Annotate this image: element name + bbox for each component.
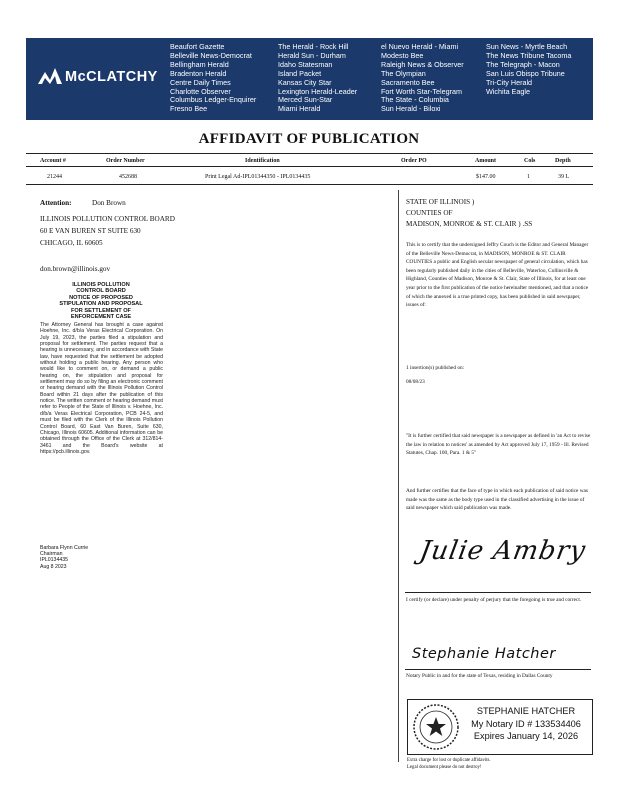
further-certification-2: And further certifies that the face of type in which each publication of said notice was made was the same as the body type used in the classified advertising in the issue of said newspaper which said publication was made. xyxy=(406,488,588,512)
counties-line: COUNTIES OF xyxy=(406,209,453,217)
cell-account: 21244 xyxy=(47,174,62,180)
mcclatchy-logo xyxy=(38,68,176,90)
notary-residence: Notary Public in and for the state of Texas, residing in Dallas County xyxy=(406,673,553,679)
insertions-text: 1 insertion(s) published on: xyxy=(406,365,465,371)
notice-footer xyxy=(40,545,88,570)
notary-signature: Stephanie Hatcher xyxy=(412,646,556,662)
logo-text: McCLATCHY xyxy=(65,69,158,85)
header-order-po: Order PO xyxy=(401,158,427,164)
stamp-text xyxy=(467,705,585,743)
papers-column-1 xyxy=(170,43,256,114)
footer-notes xyxy=(407,757,491,771)
counties-names: MADISON, MONROE & ST. CLAIR ) .SS xyxy=(406,220,533,228)
cell-cols: 1 xyxy=(527,174,530,180)
recipient-address2: CHICAGO, IL 60605 xyxy=(40,239,103,247)
perjury-statement: I certify (or declare) under penalty of perjury that the foregoing is true and correct. xyxy=(406,597,582,603)
paper-name: Bellingham Herald xyxy=(170,59,229,69)
further-certification-1: "It is further certified that said newspaper is a newspaper as defined in 'an Act to revise the law in relation to notices' as amended by Act approved July 17, 1959 - Ill. Revised Statutes, Chap. 100, Para. 1 & 5" xyxy=(406,433,591,457)
paper-name: The Olympian xyxy=(381,68,426,78)
mcclatchy-logo-icon xyxy=(38,68,62,84)
stamp-expiration: Expires January 14, 2026 xyxy=(473,731,579,741)
paper-name: Kansas City Star xyxy=(278,77,332,87)
cell-amount: $147.00 xyxy=(476,174,496,180)
paper-name: The Herald - Rock Hill xyxy=(278,42,349,51)
paper-name: Miami Herald xyxy=(278,104,321,114)
header-amount: Amount xyxy=(475,158,497,164)
paper-name: Merced Sun-Star xyxy=(278,95,333,105)
table-top-rule xyxy=(26,153,593,154)
state-line: STATE OF ILLINOIS ) xyxy=(406,198,475,206)
papers-column-4 xyxy=(486,43,571,96)
notice-id: IPL0134435 xyxy=(40,557,68,564)
paper-name: Modesto Bee xyxy=(381,50,424,60)
notice-signer-title: Chairman xyxy=(40,551,63,558)
recipient-org: ILLINOIS POLLUTION CONTROL BOARD xyxy=(40,215,175,223)
notice-heading-line: ILLINOIS POLLUTION xyxy=(72,282,130,288)
paper-name: Lexington Herald-Leader xyxy=(278,86,358,96)
paper-name: Herald Sun - Durham xyxy=(278,50,346,60)
paper-name: Charlotte Observer xyxy=(170,86,231,96)
header-depth: Depth xyxy=(555,158,571,164)
notice-heading xyxy=(46,282,156,320)
notice-signer: Barbara Flynn Currie xyxy=(40,545,89,551)
paper-name: Sacramento Bee xyxy=(381,77,435,87)
notice-body: The Attorney General has brought a case against Hoehne, Inc. d/b/a Veras Electrical Corporation. On July 19, 2023, the parties filed a stipulation and proposal for settlement. The parties request that a hearing is unnecessary, and in accordance with State law, have requested that the settlement be adopted without holding a public hearing. Any person who would like to comment on, or demand a public hearing on, the stipulation and proposal for settlement may do so by filing an electronic comment or hearing demand with the Illinois Pollution Control Board within 21 days after the publication of this notice. The written comment or hearing demand must refer to People of the State of Illinois v. Hoehne, Inc. d/b/a Veras Electrical Corporation, PCB 24-5, and must be filed with the Clerk of the Illinois Pollution Control Board, 60 East Van Buren, Suite 630, Chicago, Illinois 60605. Additional information can be obtained through the Office of the Clerk at 312/814-3461 and the Board's website at https://pcb.illinois.gov. xyxy=(40,322,163,455)
papers-column-2 xyxy=(278,43,357,114)
header-order-number: Order Number xyxy=(106,158,145,164)
cell-order-number: 452688 xyxy=(119,174,137,180)
paper-name: Sun News - Myrtle Beach xyxy=(486,42,568,51)
notary-stamp xyxy=(407,699,593,755)
notice-heading-line: ENFORCEMENT CASE xyxy=(70,314,132,321)
signature-line-1 xyxy=(405,592,591,593)
table-bottom-rule xyxy=(26,184,593,185)
recipient-email: don.brown@illinois.gov xyxy=(40,265,111,273)
cell-identification: Print Legal Ad-IPL01344350 - IPL0134435 xyxy=(205,174,311,180)
attention-name: Don Brown xyxy=(92,199,126,207)
paper-name: The Telegraph - Macon xyxy=(486,59,560,69)
publisher-banner xyxy=(26,38,593,120)
paper-name: Island Packet xyxy=(278,68,322,78)
paper-name: Columbus Ledger-Enquirer xyxy=(170,95,257,105)
paper-name: Bradenton Herald xyxy=(170,68,227,78)
stamp-notary-id: My Notary ID # 133534406 xyxy=(471,718,581,729)
publication-date: 08/08/23 xyxy=(406,379,425,385)
paper-name: Wichita Eagle xyxy=(486,86,530,96)
notice-heading-line: CONTROL BOARD xyxy=(76,288,126,295)
column-divider xyxy=(398,190,399,762)
legal-document-note: Legal document please do not destroy! xyxy=(407,765,482,770)
header-cols: Cols xyxy=(524,158,536,164)
state-venue xyxy=(406,197,532,230)
paper-name: Beaufort Gazette xyxy=(170,42,225,51)
table-header-rule xyxy=(26,166,593,167)
paper-name: Belleville News-Democrat xyxy=(170,50,252,60)
paper-name: Raleigh News & Observer xyxy=(381,59,464,69)
paper-name: Fort Worth Star-Telegram xyxy=(381,86,462,96)
papers-column-3 xyxy=(381,43,464,114)
extra-charge-note: Extra charge for lost or duplicate affidavits. xyxy=(407,758,491,763)
notary-seal-icon xyxy=(412,703,460,751)
notice-heading-line: FOR SETTLEMENT OF xyxy=(71,307,131,314)
header-identification: Identification xyxy=(245,158,280,164)
paper-name: Idaho Statesman xyxy=(278,59,333,69)
paper-name: San Luis Obispo Tribune xyxy=(486,68,565,78)
paper-name: Tri-City Herald xyxy=(486,77,533,87)
cell-depth: 39 L xyxy=(558,174,570,180)
document-title: AFFIDAVIT OF PUBLICATION xyxy=(198,131,420,147)
paper-name: el Nuevo Herald - Miami xyxy=(381,42,459,51)
notice-date: Aug 8 2023 xyxy=(40,563,67,570)
paper-name: Centre Daily Times xyxy=(170,77,231,87)
paper-name: The News Tribune Tacoma xyxy=(486,50,572,60)
signature-line-2 xyxy=(405,669,591,670)
header-account: Account # xyxy=(40,158,66,164)
paper-name: Fresno Bee xyxy=(170,104,208,114)
notice-heading-line: NOTICE OF PROPOSED xyxy=(69,294,133,301)
stamp-name: STEPHANIE HATCHER xyxy=(476,706,576,716)
recipient-address1: 60 E VAN BUREN ST SUITE 630 xyxy=(40,227,141,235)
notice-heading-line: STIPULATION AND PROPOSAL xyxy=(59,301,143,308)
paper-name: The State - Columbia xyxy=(381,95,449,105)
certification-text: This is to certify that the undersigned Jeffry Couch is the Editor and General Manager of the Belleville News-Democrat, in MADISON, MONROE & ST. CLAIR COUNTIES a public and English secular newspaper of general circulation, which has been regularly published daily in the cities of Belleville, Waterloo, Collinsville & Highland, Counties of Madison, Monroe & St. Clair, State of Illinois, for at least one year prior to the first publication of the notice hereinafter mentioned, and that a notice of which the annexed is a true printed copy, has been published in said newspaper, issues of: xyxy=(406,242,589,309)
paper-name: Sun Herald - Biloxi xyxy=(381,104,441,114)
attention-label: Attention: xyxy=(40,199,72,207)
editor-signature: Julie Ambry xyxy=(417,536,589,566)
